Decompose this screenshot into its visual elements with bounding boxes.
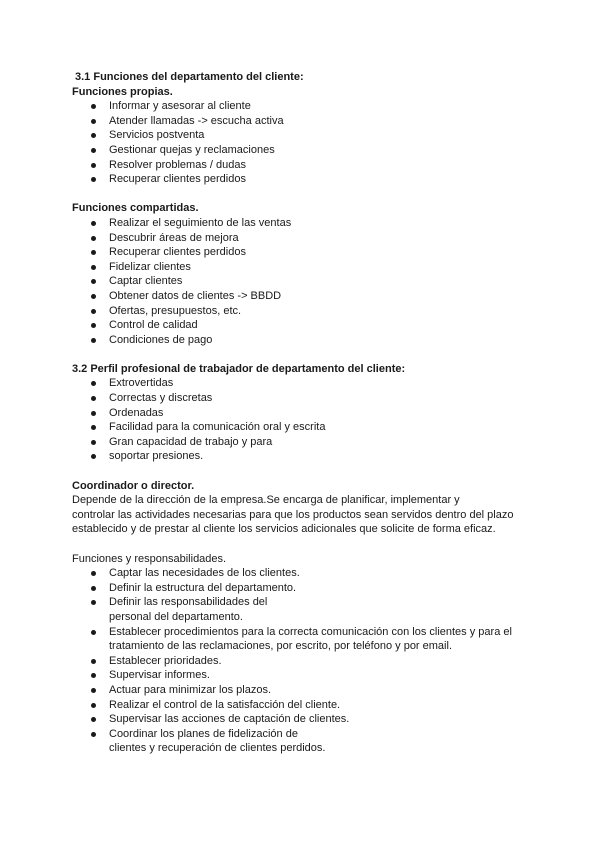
list-item: Gestionar quejas y reclamaciones [72,143,532,158]
list-item: Recuperar clientes perdidos [72,172,532,187]
own-functions-list [72,99,532,187]
list-item: Establecer procedimientos para la correcta comunicación con los clientes y para el [72,625,532,640]
list-item: Captar las necesidades de los clientes. [72,566,532,581]
list-item: Coordinar los planes de fidelización de [72,727,532,742]
list-item: Actuar para minimizar los plazos. [72,683,532,698]
list-item: Definir las responsabilidades del [72,595,532,610]
section-2-title: 3.2 Perfil profesional de trabajador de departamento del cliente: [72,362,406,375]
list-item: Gran capacidad de trabajo y para [72,435,532,450]
list-item: Realizar el control de la satisfacción del cliente. [72,698,532,713]
list-item: Supervisar informes. [72,668,532,683]
list-item: Control de calidad [72,318,532,333]
list-item: Extrovertidas [72,376,532,391]
list-item: Informar y asesorar al cliente [72,99,532,114]
list-item: Realizar el seguimiento de las ventas [72,216,532,231]
spacer [72,464,532,479]
list-item: Establecer prioridades. [72,654,532,669]
list-item: soportar presiones. [72,449,532,464]
list-item: Facilidad para la comunicación oral y escrita [72,420,532,435]
spacer [72,347,532,362]
list-item: Definir la estructura del departamento. [72,581,532,596]
responsibilities-heading: Funciones y responsabilidades. [72,552,227,565]
coordinator-heading: Coordinador o director. [72,479,195,492]
document-page [72,70,532,756]
list-item: Fidelizar clientes [72,260,532,275]
list-item: Descubrir áreas de mejora [72,231,532,246]
profile-list [72,376,532,464]
list-item: Supervisar las acciones de captación de clientes. [72,712,532,727]
list-item: Condiciones de pago [72,333,532,348]
list-item-continuation: personal del departamento. [109,610,243,623]
list-item: Resolver problemas / dudas [72,158,532,173]
shared-functions-heading: Funciones compartidas. [72,202,199,215]
list-item: Captar clientes [72,274,532,289]
list-item: Atender llamadas -> escucha activa [72,114,532,129]
coordinator-description-line: Depende de la dirección de la empresa.Se encarga de planificar, implementar y [72,494,460,507]
responsibilities-list [72,566,532,756]
list-item-continuation: clientes y recuperación de clientes perdidos. [109,742,326,755]
own-functions-heading: Funciones propias. [72,85,173,98]
coordinator-description-line: establecido y de prestar al cliente los servicios adicionales que solicite de forma eficaz. [72,523,496,536]
list-item: Servicios postventa [72,128,532,143]
spacer [72,537,532,552]
shared-functions-list [72,216,532,347]
list-item: Correctas y discretas [72,391,532,406]
list-item: Obtener datos de clientes -> BBDD [72,289,532,304]
list-item: Recuperar clientes perdidos [72,245,532,260]
section-1-title: 3.1 Funciones del departamento del cliente: [75,71,304,83]
list-item: Ordenadas [72,406,532,421]
coordinator-description-line: controlar las actividades necesarias para que los productos sean servidos dentro del plazo [72,508,514,521]
list-item-continuation: tratamiento de las reclamaciones, por escrito, por teléfono y por email. [109,640,452,653]
spacer [72,187,532,202]
list-item: Ofertas, presupuestos, etc. [72,304,532,319]
